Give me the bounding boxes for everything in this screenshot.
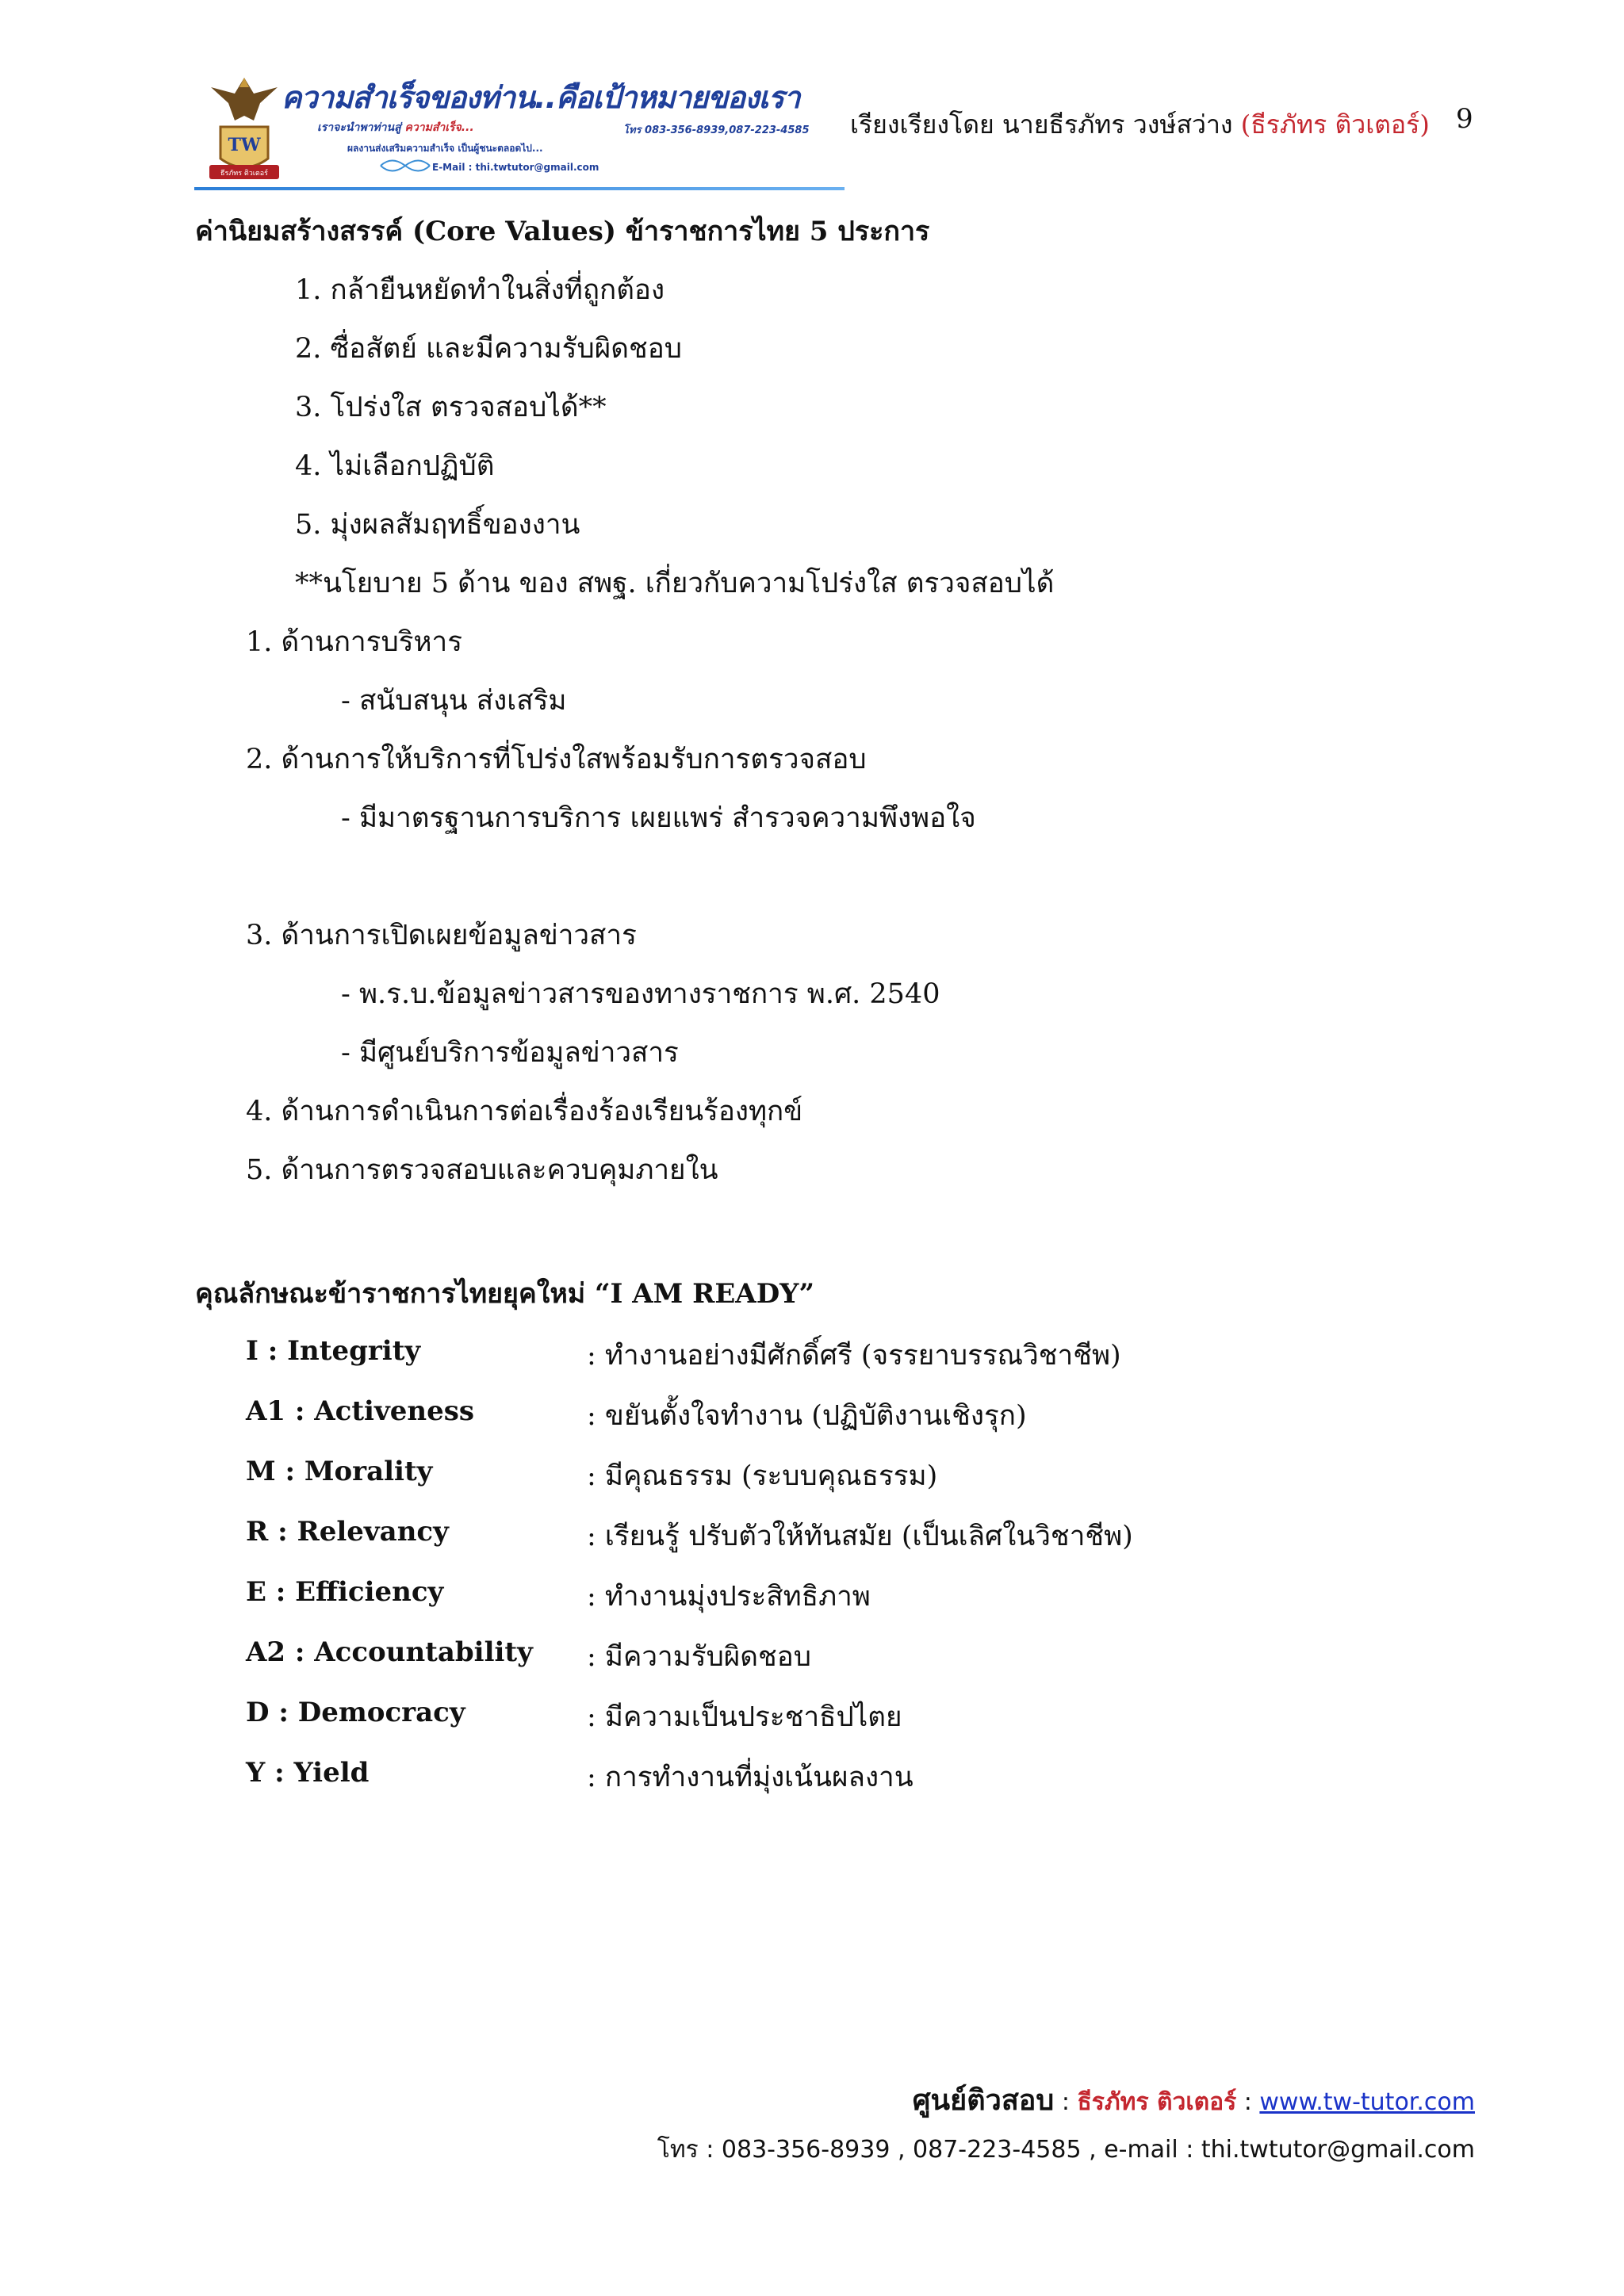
ready-code: A1 : Activeness xyxy=(246,1395,474,1427)
core-values-title: ค่านิยมสร้างสรรค์ (Core Values) ข้าราชการไทย 5 ประการ xyxy=(195,216,930,247)
banner-subtitle-text: เราจะนำพาท่านสู่ xyxy=(317,121,401,134)
policy-item: 1. ด้านการบริหาร xyxy=(246,626,463,658)
logo-text: TW xyxy=(228,135,261,155)
ready-desc: : มีความเป็นประชาธิปไตย xyxy=(587,1701,902,1733)
footer-center-name: ศูนย์ติวสอบ xyxy=(912,2084,1055,2117)
banner-title: ความสำเร็จของท่าน..คือเป้าหมายของเรา xyxy=(282,80,800,115)
logo-caption: ธีรภัทร ติวเตอร์ xyxy=(220,170,268,178)
ready-desc: : ทำงานอย่างมีศักดิ์ศรี (จรรยาบรรณวิชาชีพ) xyxy=(587,1340,1121,1372)
ready-code: M : Morality xyxy=(246,1456,433,1487)
ready-code: D : Democracy xyxy=(246,1697,465,1728)
footer-tutor-name: ธีรภัทร ติวเตอร์ xyxy=(1077,2088,1237,2116)
policy-item: 5. ด้านการตรวจสอบและควบคุมภายใน xyxy=(246,1154,718,1186)
ready-code: E : Efficiency xyxy=(246,1576,444,1608)
policy-item: 2. ด้านการให้บริการที่โปร่งใสพร้อมรับการตรวจสอบ xyxy=(246,744,867,775)
core-value-item: 5. มุ่งผลสัมฤทธิ์ของงาน xyxy=(295,509,580,541)
policy-item: 3. ด้านการเปิดเผยข้อมูลข่าวสาร xyxy=(246,920,637,951)
footer-separator: : xyxy=(1054,2088,1078,2116)
header-divider xyxy=(194,187,845,190)
author-credit xyxy=(850,105,1430,145)
banner-phone: โทร 083-356-8939,087-223-4585 xyxy=(623,124,810,136)
page-number: 9 xyxy=(1456,103,1473,135)
author-brand: (ธีรภัทร ติวเตอร์) xyxy=(1240,109,1430,140)
core-value-item: 2. ซื่อสัตย์ และมีความรับผิดชอบ xyxy=(295,333,682,365)
policy-subitem: - มีมาตรฐานการบริการ เผยแพร่ สำรวจความพึงพอใจ xyxy=(341,802,976,834)
ornament-icon xyxy=(379,155,431,176)
footer-brand xyxy=(913,2077,1475,2122)
policy-note: **นโยบาย 5 ด้าน ของ สพฐ. เกี่ยวกับความโปร่งใส ตรวจสอบได้ xyxy=(295,568,1055,599)
policy-item: 4. ด้านการดำเนินการต่อเรื่องร้องเรียนร้องทุกข์ xyxy=(246,1096,803,1127)
ready-code: R : Relevancy xyxy=(246,1516,449,1548)
banner-subtitle xyxy=(317,119,474,136)
ready-desc: : เรียนรู้ ปรับตัวให้ทันสมัย (เป็นเลิศในวิชาชีพ) xyxy=(587,1521,1133,1552)
banner-subtitle-red: ความสำเร็จ... xyxy=(404,121,474,134)
footer-separator: : xyxy=(1236,2088,1260,2116)
core-value-item: 1. กล้ายืนหยัดทำในสิ่งที่ถูกต้อง xyxy=(295,274,665,306)
footer-website-link[interactable]: www.tw-tutor.com xyxy=(1259,2088,1475,2116)
ready-desc: : มีคุณธรรม (ระบบคุณธรรม) xyxy=(587,1460,938,1492)
ready-desc: : ทำงานมุ่งประสิทธิภาพ xyxy=(587,1581,871,1613)
core-value-item: 3. โปร่งใส ตรวจสอบได้** xyxy=(295,392,607,423)
policy-subitem: - สนับสนุน ส่งเสริม xyxy=(341,685,567,717)
ready-code: I : Integrity xyxy=(246,1335,421,1367)
core-value-item: 4. ไม่เลือกปฏิบัติ xyxy=(295,450,495,482)
policy-subitem: - มีศูนย์บริการข้อมูลข่าวสาร xyxy=(341,1037,679,1069)
policy-subitem: - พ.ร.บ.ข้อมูลข่าวสารของทางราชการ พ.ศ. 2540 xyxy=(341,978,940,1010)
ready-desc: : มีความรับผิดชอบ xyxy=(587,1641,812,1673)
banner-email: E-Mail : thi.twtutor@gmail.com xyxy=(432,162,599,173)
ready-code: Y : Yield xyxy=(246,1757,370,1789)
ready-code: A2 : Accountability xyxy=(246,1636,533,1668)
banner-tagline: ผลงานส่งเสริมความสำเร็จ เป็นผู้ชนะตลอดไป... xyxy=(347,143,543,154)
author-name: เรียงเรียงโดย นายธีรภัทร วงษ์สว่าง xyxy=(850,109,1233,140)
ready-desc: : การทำงานที่มุ่งเน้นผลงาน xyxy=(587,1762,914,1793)
ready-desc: : ขยันตั้งใจทำงาน (ปฏิบัติงานเชิงรุก) xyxy=(587,1400,1027,1432)
logo xyxy=(205,71,284,182)
ready-title: คุณลักษณะข้าราชการไทยยุคใหม่ “I AM READY” xyxy=(195,1278,815,1310)
footer-contact: โทร : 083-356-8939 , 087-223-4585 , e-mail : thi.twtutor@gmail.com xyxy=(657,2136,1475,2164)
